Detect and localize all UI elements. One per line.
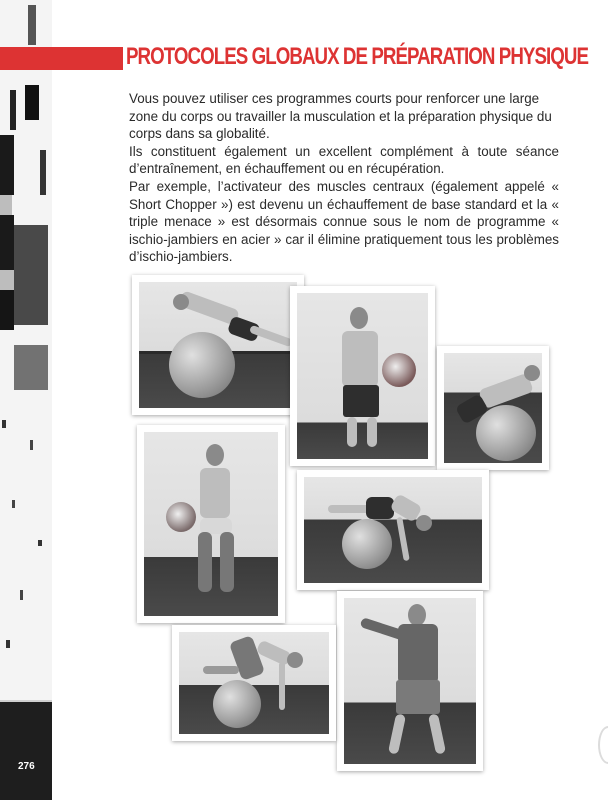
paragraph-1: Vous pouvez utiliser ces programmes courts pour renforcer une large zone du corps ou travailler la musculation et la préparation physique du corps dans sa globalité.: [129, 91, 552, 142]
exercise-image: [297, 293, 428, 459]
photo-medicine-ball-chop-man: [290, 286, 435, 466]
exercise-image: [179, 632, 329, 734]
page-footer-block: [0, 700, 52, 800]
title-accent-bar: [0, 47, 123, 70]
left-decorative-strip: [0, 0, 52, 800]
exercise-image: [444, 353, 542, 463]
page-title: PROTOCOLES GLOBAUX DE PRÉPARATION PHYSIQUE: [126, 43, 589, 70]
photo-back-extension-on-ball: [437, 346, 549, 470]
page-curl-handle[interactable]: [598, 726, 608, 764]
photo-medicine-ball-woman: [137, 425, 285, 623]
paragraph-3: Par exemple, l’activateur des muscles centraux (également appelé « Short Chopper ») est devenu un échauffement de base standard et la « triple menace » est désormais connue sous le nom de programme « ischio-jambiers en acier » car il élimine pratiquement tous les problèmes d’ischio-jambiers.: [129, 178, 559, 265]
page-number: 276: [18, 761, 35, 772]
photo-knee-tuck-woman: [172, 625, 336, 741]
exercise-image: [139, 282, 297, 408]
intro-text: [129, 90, 559, 266]
exercise-image: [144, 432, 278, 616]
paragraph-2: Ils constituent également un excellent complément à toute séance d’entraînement, en échauffement ou en récupération.: [129, 143, 559, 177]
exercise-image: [304, 477, 482, 583]
exercise-image: [344, 598, 476, 764]
grunge-texture-graphic: [0, 0, 52, 700]
photo-pike-on-ball: [297, 470, 489, 590]
photo-cable-chop-man: [337, 591, 483, 771]
photo-pushup-on-ball: [132, 275, 304, 415]
